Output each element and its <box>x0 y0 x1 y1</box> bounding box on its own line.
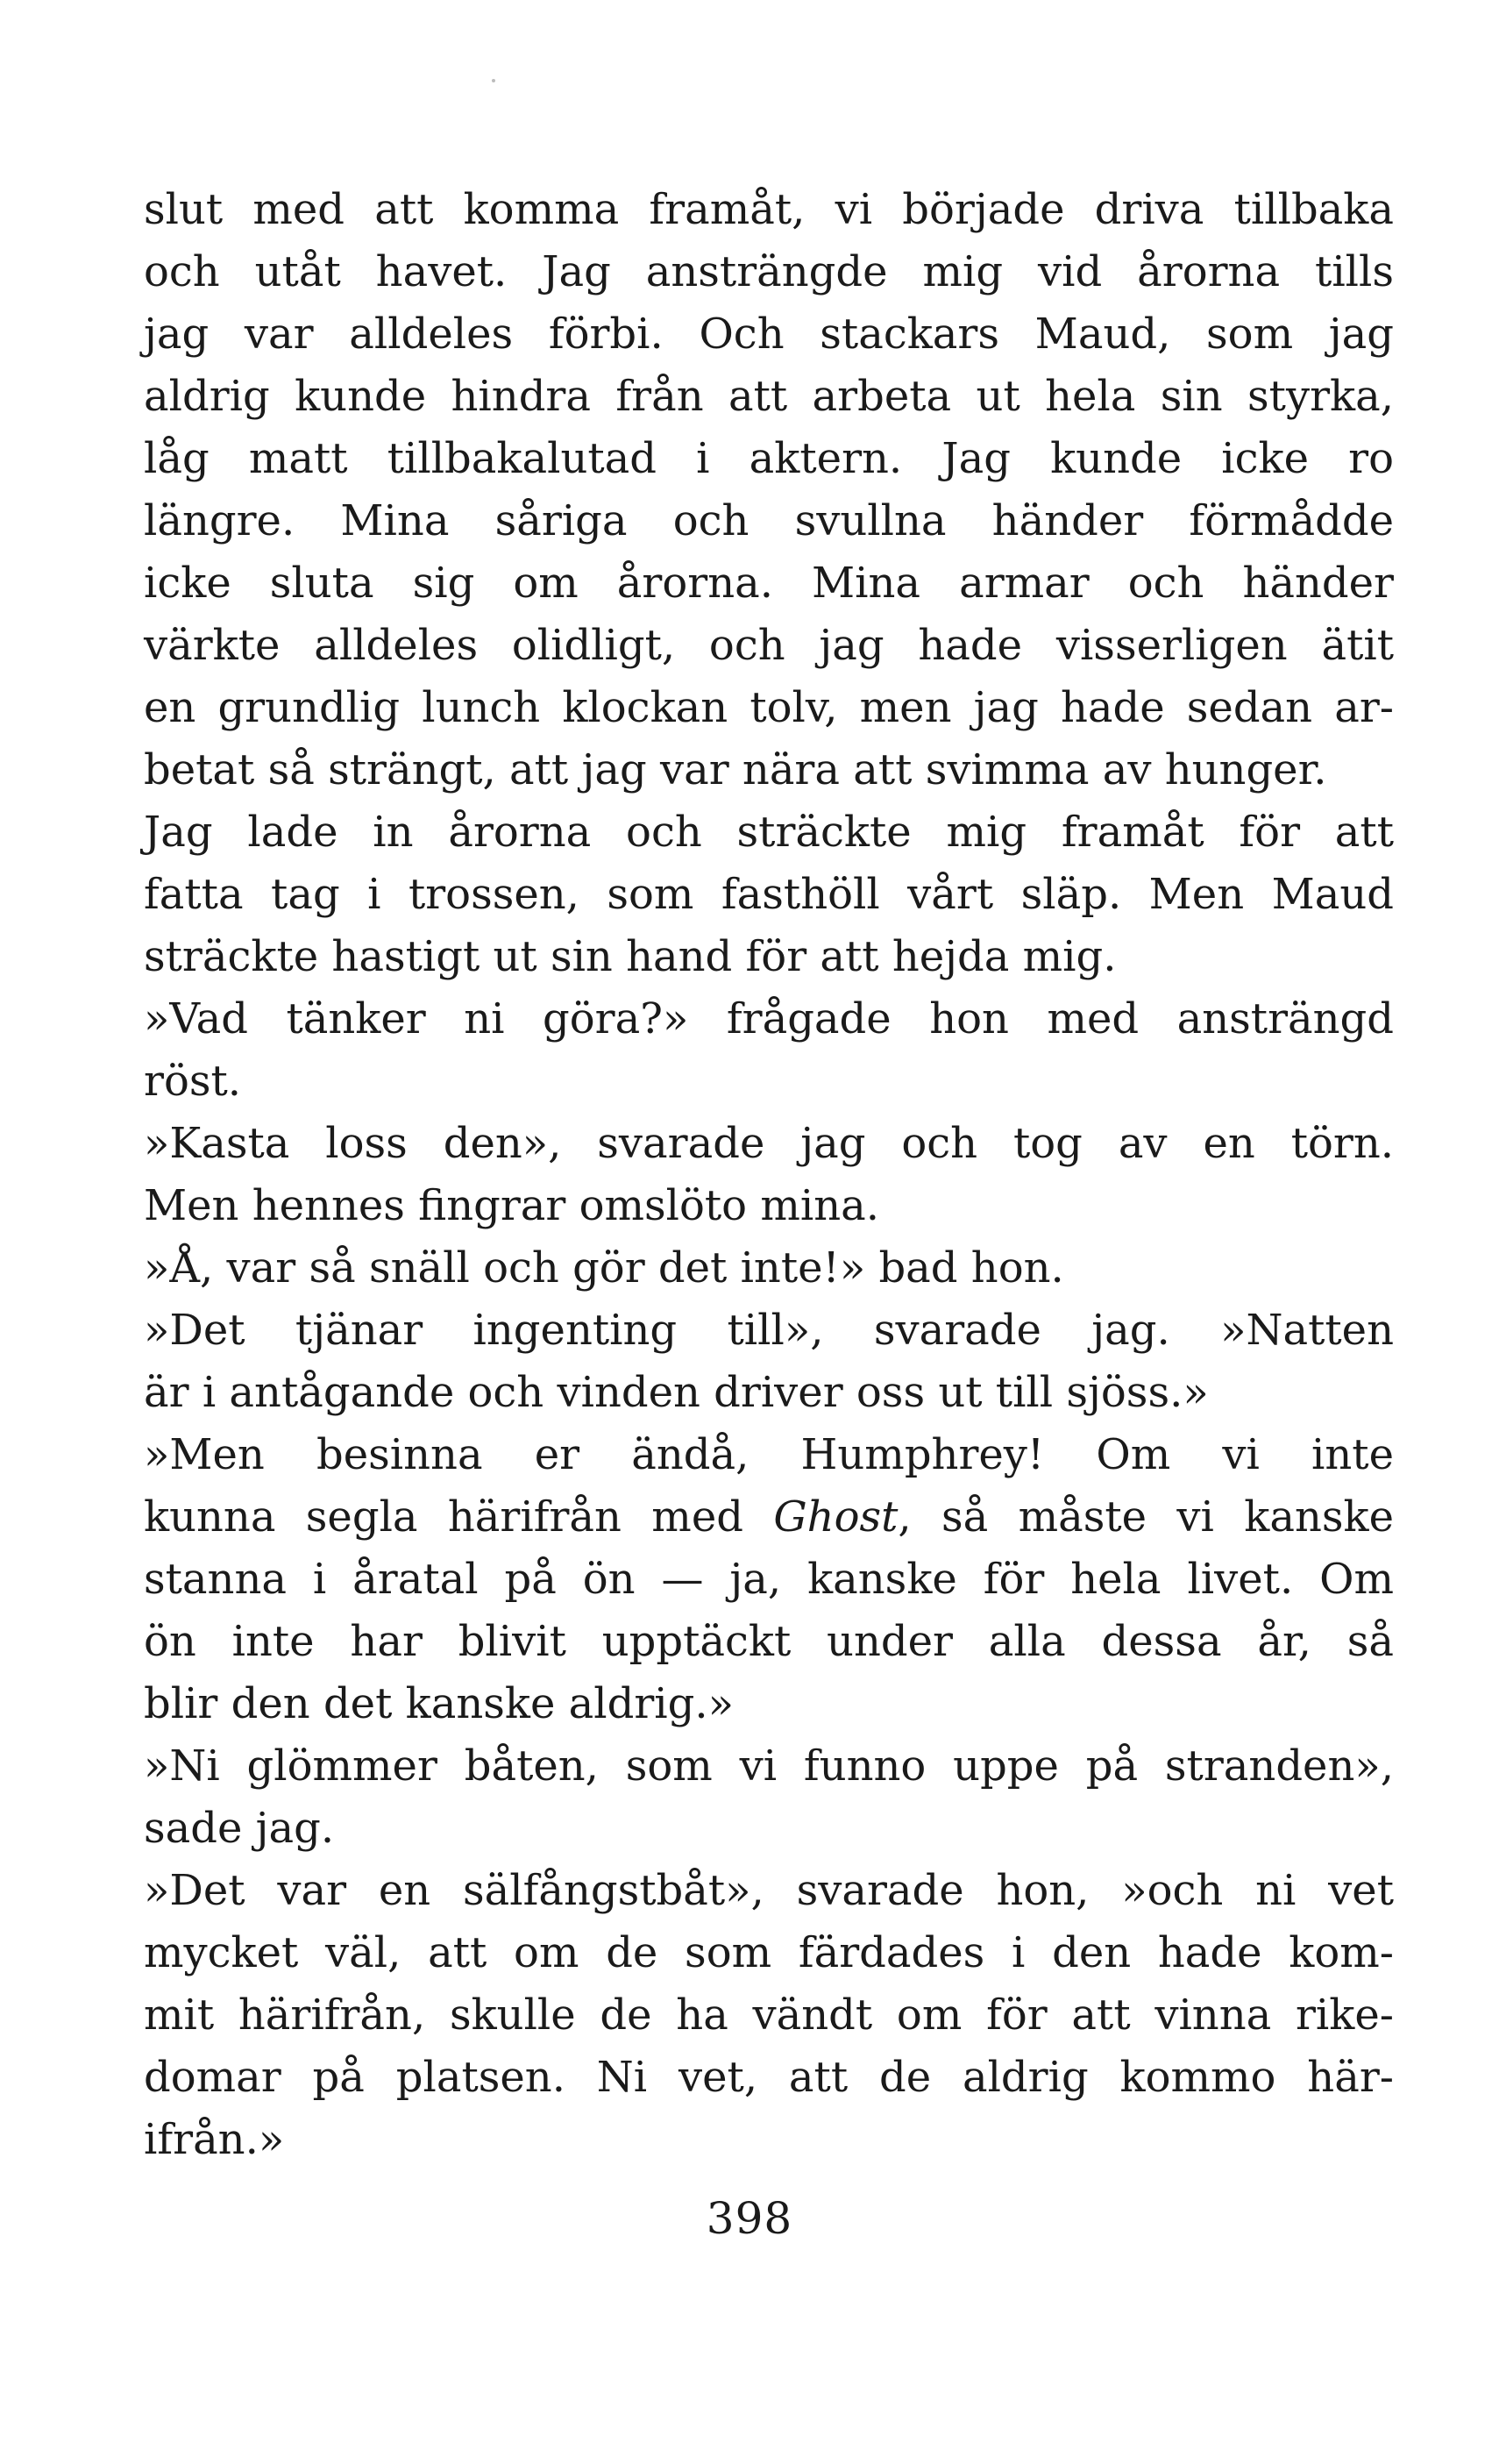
text-line: fatta tag i trossen, som fasthöll vårt släp. Men Maud <box>144 870 1394 919</box>
text-segment: , så måste vi kanske <box>898 1492 1394 1542</box>
text-line: »Å, var så snäll och gör det inte!» bad hon. <box>144 1243 1064 1293</box>
text-line: mit härifrån, skulle de ha vändt om för att vinna rike- <box>144 1990 1394 2040</box>
page-number: 398 <box>706 2193 793 2244</box>
ship-name: Ghost <box>773 1492 899 1542</box>
text-line: »Vad tänker ni göra?» frågade hon med ansträngd <box>144 994 1394 1043</box>
text-line: jag var alldeles förbi. Och stackars Maud, som jag <box>144 310 1394 359</box>
text-line: sträckte hastigt ut sin hand för att hejda mig. <box>144 932 1117 981</box>
text-line: »Ni glömmer båten, som vi funno uppe på stranden», <box>144 1741 1394 1791</box>
text-line: ifrån.» <box>144 2115 285 2164</box>
text-line: »Det tjänar ingenting till», svarade jag. »Natten <box>144 1306 1394 1355</box>
text-line: icke sluta sig om årorna. Mina armar och händer <box>144 559 1394 608</box>
text-line: domar på platsen. Ni vet, att de aldrig kommo här- <box>144 2053 1394 2102</box>
text-line: en grundlig lunch klockan tolv, men jag hade sedan ar- <box>144 683 1394 732</box>
text-line: röst. <box>144 1057 242 1106</box>
text-line: är i antågande och vinden driver oss ut till sjöss.» <box>144 1368 1209 1417</box>
text-line: blir den det kanske aldrig.» <box>144 1679 734 1728</box>
text-line: slut med att komma framåt, vi började driva tillbaka <box>144 185 1394 234</box>
paper-speck <box>492 79 495 82</box>
text-line-with-ship-name <box>144 1486 1394 1549</box>
text-line: mycket väl, att om de som färdades i den hade kom- <box>144 1928 1394 1977</box>
body-text <box>144 179 1394 2171</box>
text-line: låg matt tillbakalutad i aktern. Jag kunde icke ro <box>144 434 1394 483</box>
text-line: stanna i åratal på ön — ja, kanske för hela livet. Om <box>144 1555 1394 1604</box>
text-segment: kunna segla härifrån med <box>144 1492 774 1542</box>
text-line: betat så strängt, att jag var nära att svimma av hunger. <box>144 745 1327 794</box>
text-line: »Men besinna er ändå, Humphrey! Om vi inte <box>144 1430 1394 1479</box>
text-line: ön inte har blivit upptäckt under alla dessa år, så <box>144 1617 1394 1666</box>
text-line: »Det var en sälfångstbåt», svarade hon, »och ni vet <box>144 1866 1394 1915</box>
text-line: värkte alldeles olidligt, och jag hade visserligen ätit <box>144 621 1394 670</box>
text-line: Jag lade in årorna och sträckte mig framåt för att <box>144 808 1394 857</box>
text-line: aldrig kunde hindra från att arbeta ut hela sin styrka, <box>144 372 1394 421</box>
text-line: längre. Mina såriga och svullna händer förmådde <box>144 496 1394 545</box>
text-line: och utåt havet. Jag ansträngde mig vid årorna tills <box>144 247 1394 296</box>
text-line: sade jag. <box>144 1804 335 1853</box>
text-line: Men hennes fingrar omslöto mina. <box>144 1181 879 1230</box>
text-line: »Kasta loss den», svarade jag och tog av en törn. <box>144 1119 1394 1168</box>
